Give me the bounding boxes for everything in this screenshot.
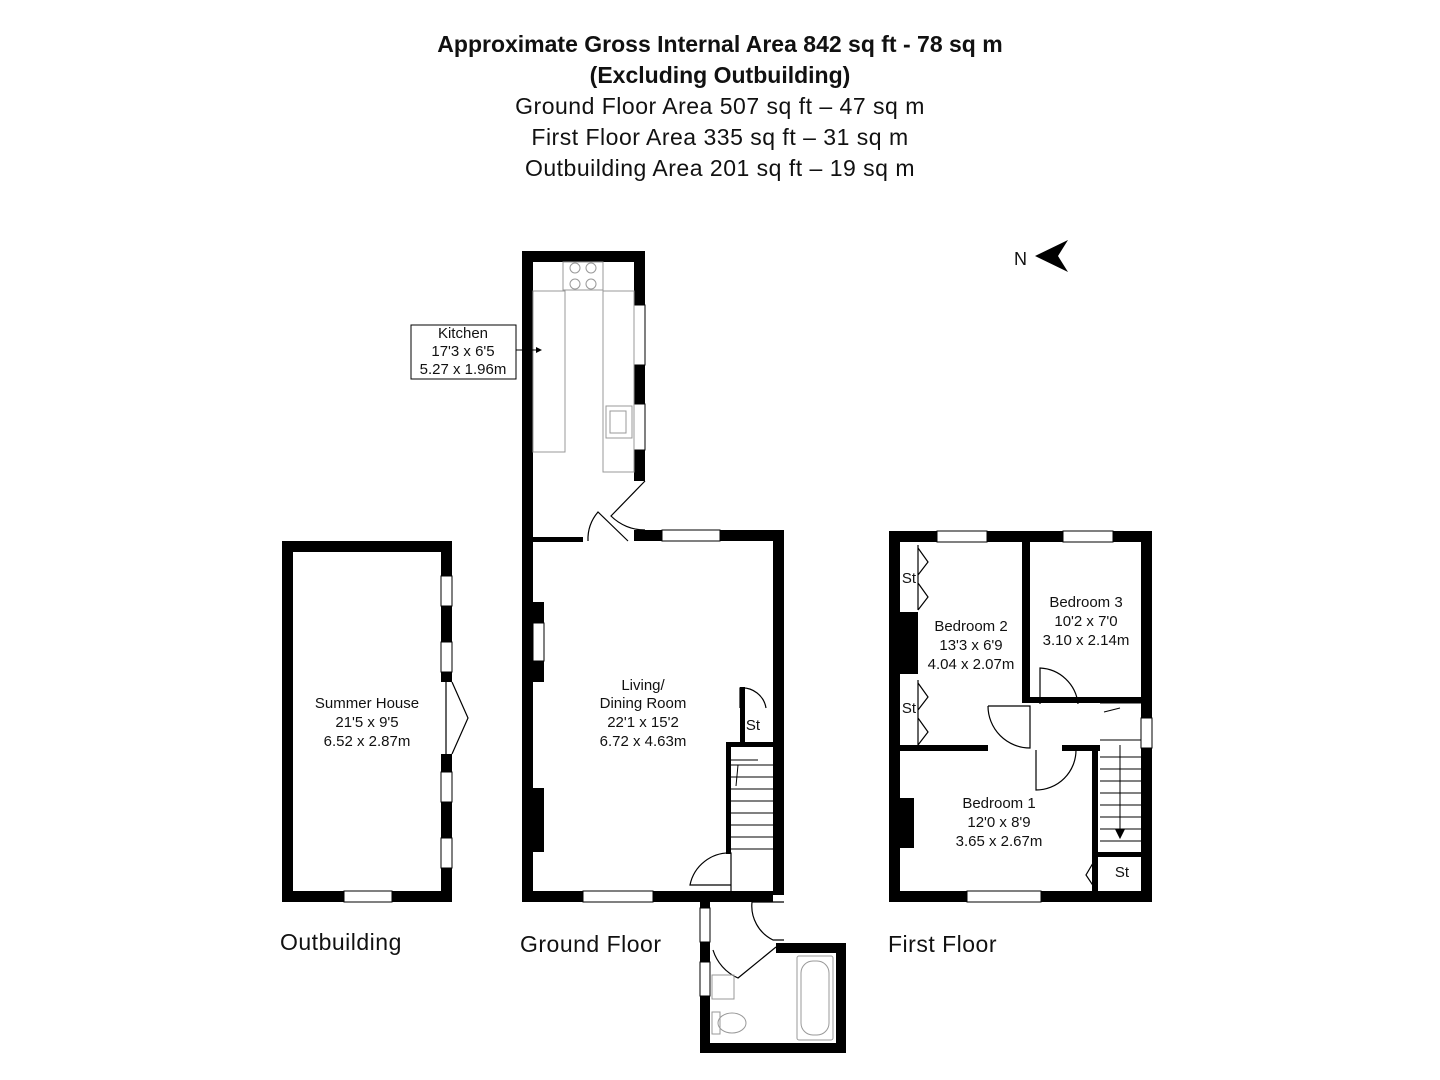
summer-house-metric: 6.52 x 2.87m [323, 733, 411, 750]
kitchen-metric: 5.27 x 1.96m [419, 361, 507, 378]
first-floor-area: First Floor Area 335 sq ft – 31 sq m [531, 124, 909, 150]
bedroom3-imperial: 10'2 x 7'0 [1054, 613, 1118, 630]
summer-house-name: Summer House [314, 695, 420, 712]
kitchen-imperial: 17'3 x 6'5 [431, 343, 495, 360]
living-name-2: Dining Room [599, 695, 687, 712]
storage-landing-label: St [1114, 864, 1130, 881]
storage-bed2-bottom-label: St [901, 700, 917, 717]
gross-area-note: (Excluding Outbuilding) [589, 62, 851, 88]
first-floor-label: First Floor [888, 931, 997, 957]
bedroom1-metric: 3.65 x 2.67m [955, 833, 1043, 850]
bedroom2-imperial: 13'3 x 6'9 [939, 637, 1003, 654]
summer-house-doors [441, 682, 468, 754]
north-arrow-icon [1035, 240, 1068, 272]
bedroom1-imperial: 12'0 x 8'9 [967, 814, 1031, 831]
living-name-1: Living/ [621, 677, 665, 694]
outbuilding-floor-label: Outbuilding [280, 929, 402, 955]
gross-area-title: Approximate Gross Internal Area 842 sq ft - 78 sq m [437, 31, 1003, 57]
summer-house-imperial: 21'5 x 9'5 [335, 714, 399, 731]
bedroom1-name: Bedroom 1 [962, 795, 1036, 812]
bedroom3-metric: 3.10 x 2.14m [1042, 632, 1130, 649]
storage-ground-label: St [745, 717, 761, 734]
bathroom-fixtures [712, 956, 833, 1040]
compass-label: N [1014, 249, 1028, 269]
bedroom2-metric: 4.04 x 2.07m [927, 656, 1015, 673]
kitchen-name: Kitchen [437, 325, 489, 342]
ground-floor-label: Ground Floor [520, 931, 662, 957]
bedroom3-name: Bedroom 3 [1049, 594, 1123, 611]
outbuilding-area: Outbuilding Area 201 sq ft – 19 sq m [524, 155, 916, 181]
stairs [731, 703, 1141, 849]
living-imperial: 22'1 x 15'2 [607, 714, 679, 731]
living-metric: 6.72 x 4.63m [599, 733, 687, 750]
ground-floor-area: Ground Floor Area 507 sq ft – 47 sq m [515, 93, 925, 119]
bedroom2-name: Bedroom 2 [934, 618, 1008, 635]
kitchen-fixtures [533, 262, 634, 472]
storage-bed2-top-label: St [901, 570, 917, 587]
